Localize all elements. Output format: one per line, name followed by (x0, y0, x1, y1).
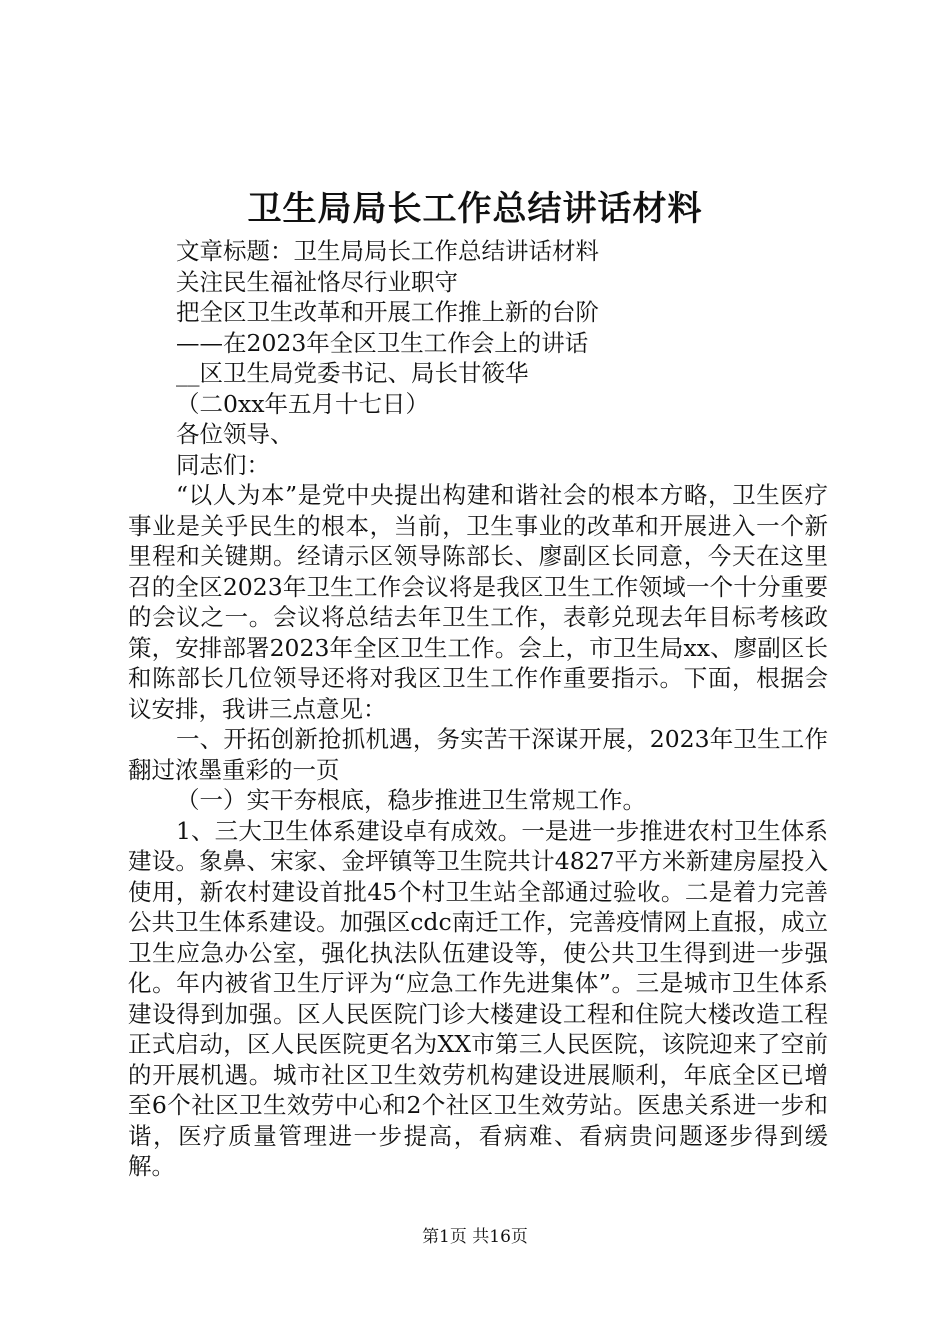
subsection-heading-1: （一）实干夯根底，稳步推进卫生常规工作。 (176, 786, 646, 814)
headline-line-2: 把全区卫生改革和开展工作推上新的台阶 (176, 298, 599, 326)
subtitle-line: ——在2023年全区卫生工作会上的讲话 (176, 328, 589, 357)
speaker-line: __区卫生局党委书记、局长甘筱华 (176, 359, 529, 387)
page-footer: 第1页 共16页 (422, 1227, 528, 1247)
paragraph-intro: “以人为本”是党中央提出构建和谐社会的根本方略，卫生医疗事业是关乎民生的根本，当前，卫生事业的改革和开展进入一个新里程和关键期。经请示区领导陈部长、廖副区长同意，今天在这里召的全区2023年卫生工作会议将是我区卫生工作领域一个十分重要的会议之一。会议将总结去年卫生工作，表彰兑现去年目标考核政策，安排部署2023年全区卫生工作。会上，市卫生局xx、廖副区长和陈部长几位领导还将对我区卫生工作作重要指示。下面，根据会议安排，我讲三点意见： (128, 481, 828, 723)
salutation-line-1: 各位领导、 (176, 420, 294, 448)
section-heading-1: 一、开拓创新抢抓机遇，务实苦干深谋开展，2023年卫生工作翻过浓墨重彩的一页 (128, 725, 828, 784)
salutation-line-2: 同志们： (176, 450, 270, 479)
document-title: 卫生局局长工作总结讲话材料 (247, 189, 703, 229)
headline-line-1: 关注民生福祉恪尽行业职守 (176, 267, 458, 296)
document-body (128, 236, 828, 1182)
date-line: （二0xx年五月十七日） (176, 389, 429, 418)
article-title-line: 文章标题：卫生局局长工作总结讲话材料 (176, 237, 599, 265)
paragraph-item-1: 1、三大卫生体系建设卓有成效。一是进一步推进农村卫生体系建设。象鼻、宋家、金坪镇等卫生院共计4827平方米新建房屋投入使用，新农村建设首批45个村卫生站全部通过验收。二是着力完善公共卫生体系建设。加强区cdc南迁工作，完善疫情网上直报，成立卫生应急办公室，强化执法队伍建设等，使公共卫生得到进一步强化。年内被省卫生厅评为“应急工作先进集体”。三是城市卫生体系建设得到加强。区人民医院门诊大楼建设工程和住院大楼改造工程正式启动，区人民医院更名为XX市第三人民医院，该院迎来了空前的开展机遇。城市社区卫生效劳机构建设进展顺利，年底全区已增至6个社区卫生效劳中心和2个社区卫生效劳站。医患关系进一步和谐，医疗质量管理进一步提高，看病难、看病贵问题逐步得到缓解。 (128, 816, 828, 1180)
